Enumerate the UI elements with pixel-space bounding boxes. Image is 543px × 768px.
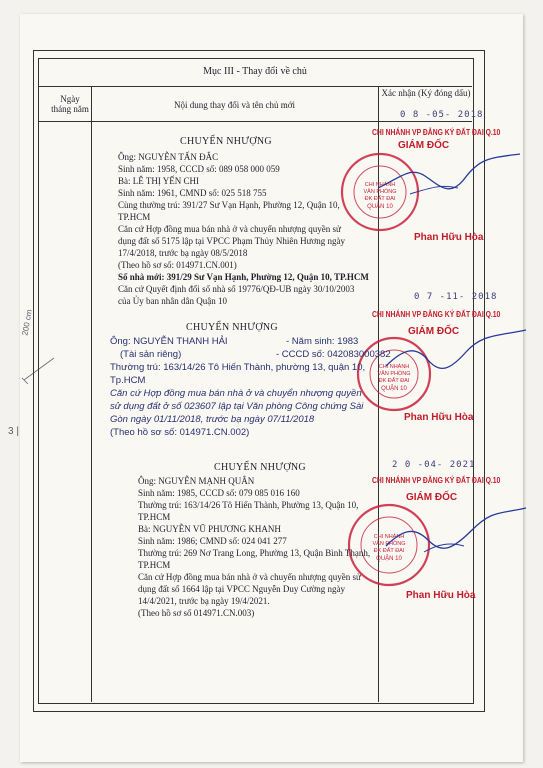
entry-line: TP.HCM xyxy=(118,212,151,222)
margin-note: 200 cm xyxy=(20,308,34,337)
entry-line: Bà: LÊ THỊ YẾN CHI xyxy=(118,176,199,186)
entry-line: - CCCD số: 042083000382 xyxy=(276,349,391,360)
signature xyxy=(380,500,530,570)
margin-note: 3 | xyxy=(8,426,19,437)
stamp-date: 0 7 -11- 2018 xyxy=(414,292,498,302)
svg-text:CHI NHÁNH: CHI NHÁNH xyxy=(378,364,410,370)
entry-line: Thường trú: 269 Nơ Trang Long, Phường 13, Quận Bình Thạnh, xyxy=(138,548,371,558)
entry-line: (Tài sản riêng) xyxy=(120,349,182,360)
director-title: GIÁM ĐỐC xyxy=(408,326,460,337)
svg-text:VĂN PHÒNG: VĂN PHÒNG xyxy=(377,371,411,377)
entry-line: Số nhà mới: 391/29 Sư Vạn Hạnh, Phường 12, Quận 10, TP.HCM xyxy=(118,272,369,282)
entry-line: (Theo hồ sơ số: 014971.CN.002) xyxy=(110,427,250,438)
signer-name: Phan Hữu Hòa xyxy=(414,232,484,243)
signature xyxy=(370,148,530,218)
svg-text:VĂN PHÒNG: VĂN PHÒNG xyxy=(372,541,406,547)
svg-text:ĐK ĐẤT ĐAI: ĐK ĐẤT ĐAI xyxy=(364,196,396,202)
entry-heading: CHUYỂN NHƯỢNG xyxy=(214,462,306,473)
svg-text:QUẬN 10: QUẬN 10 xyxy=(381,386,407,392)
entry-line: Thường trú: 163/14/26 Tô Hiến Thành, phường 13, quận 10, xyxy=(110,362,366,373)
entry-line: Gòn ngày 01/11/2018, trước bạ ngày 07/11/2018 xyxy=(110,414,315,425)
entry-line: Ông: NGUYỄN THANH HẢI xyxy=(110,336,228,347)
svg-text:QUẬN 10: QUẬN 10 xyxy=(367,204,393,210)
agency-stamp: CHI NHÁNH VP ĐĂNG KÝ ĐẤT ĐAI Q.10 xyxy=(372,310,501,319)
entry-line: TP.HCM xyxy=(138,560,171,570)
column-divider xyxy=(91,86,92,702)
svg-text:CHI NHÁNH: CHI NHÁNH xyxy=(373,534,405,540)
entry-heading: CHUYỂN NHƯỢNG xyxy=(180,136,272,147)
entry-heading: CHUYỂN NHƯỢNG xyxy=(186,322,278,333)
entry-line: 17/4/2018, trước bạ ngày 08/5/2018 xyxy=(118,248,248,258)
entry-line: Bà: NGUYỄN VŨ PHƯƠNG KHANH xyxy=(138,524,281,534)
signer-name: Phan Hữu Hòa xyxy=(404,412,474,423)
entry-line: sử dụng đất ở số 023607 lập tại Văn phòng Công chứng Sài xyxy=(110,401,364,412)
director-title: GIÁM ĐỐC xyxy=(406,492,458,503)
agency-stamp: CHI NHÁNH VP ĐĂNG KÝ ĐẤT ĐAI Q.10 xyxy=(372,128,501,137)
svg-text:ĐK ĐẤT ĐAI: ĐK ĐẤT ĐAI xyxy=(373,548,405,554)
entry-line: của Ủy ban nhân dân Quận 10 xyxy=(118,296,227,306)
entry-line: 14/4/2021, trước bạ ngày 19/4/2021. xyxy=(138,596,270,606)
entry-line: Sinh năm: 1986; CMND số: 024 041 277 xyxy=(138,536,287,546)
entry-line: (Theo hồ sơ số 014971.CN.003) xyxy=(138,608,255,618)
signer-name: Phan Hữu Hòa xyxy=(406,590,476,601)
agency-stamp: CHI NHÁNH VP ĐĂNG KÝ ĐẤT ĐAI Q.10 xyxy=(372,476,501,485)
entry-line: Ông: NGUYỄN MẠNH QUÂN xyxy=(138,476,255,486)
column-header-content: Nội dung thay đổi và tên chủ mới xyxy=(174,100,295,110)
entry-line: Tp.HCM xyxy=(110,375,146,386)
entry-line: Căn cứ Quyết định đổi số nhà số 19776/QĐ-UB ngày 30/10/2003 xyxy=(118,284,355,294)
director-title: GIÁM ĐỐC xyxy=(398,140,450,151)
section-title: Mục III - Thay đổi về chủ xyxy=(203,66,307,77)
entry-line: Cùng thường trú: 391/27 Sư Vạn Hạnh, Phường 12, Quận 10, xyxy=(118,200,340,210)
svg-text:ĐK ĐẤT ĐAI: ĐK ĐẤT ĐAI xyxy=(378,378,410,384)
signature xyxy=(380,326,530,386)
entry-line: - Năm sinh: 1983 xyxy=(286,336,359,347)
entry-line: TP.HCM xyxy=(138,512,171,522)
column-header-confirm: Xác nhận (Ký đóng dấu) xyxy=(381,88,471,98)
entry-line: Sinh năm: 1958, CCCD số: 089 058 000 059 xyxy=(118,164,280,174)
entry-line: dụng đất số 1664 lập tại VPCC Nguyễn Duy Cường ngày xyxy=(138,584,345,594)
entry-line: dụng đất số 5175 lập tại VPCC Phạm Thủy Nhiên Hương ngày xyxy=(118,236,346,246)
svg-text:VĂN PHÒNG: VĂN PHÒNG xyxy=(363,189,397,195)
stamp-date: 0 8 -05- 2018 xyxy=(400,110,484,120)
entry-line: Căn cứ Hợp đồng mua bán nhà ở và chuyển nhượng quyền sử xyxy=(118,224,341,234)
column-header-date: Ngày tháng năm xyxy=(51,94,89,114)
entry-line: Sinh năm: 1985, CCCD số: 079 085 016 160 xyxy=(138,488,300,498)
entry-line: Căn cứ Hợp đồng mua bán nhà ở và chuyển nhượng quyền sử xyxy=(138,572,361,582)
svg-text:CHI NHÁNH: CHI NHÁNH xyxy=(364,182,396,188)
entry-line: Căn cứ Hợp đồng mua bán nhà ở và chuyển nhượng quyền xyxy=(110,388,362,399)
entry-line: (Theo hồ sơ số: 014971.CN.001) xyxy=(118,260,237,270)
entry-line: Sinh năm: 1961, CMND số: 025 518 755 xyxy=(118,188,267,198)
entry-line: Thường trú: 163/14/26 Tô Hiến Thành, Phường 13, Quận 10, xyxy=(138,500,359,510)
stamp-date: 2 0 -04- 2021 xyxy=(392,460,476,470)
svg-text:QUẬN 10: QUẬN 10 xyxy=(376,556,402,562)
entry-line: Ông: NGUYỄN TẤN ĐẮC xyxy=(118,152,219,162)
